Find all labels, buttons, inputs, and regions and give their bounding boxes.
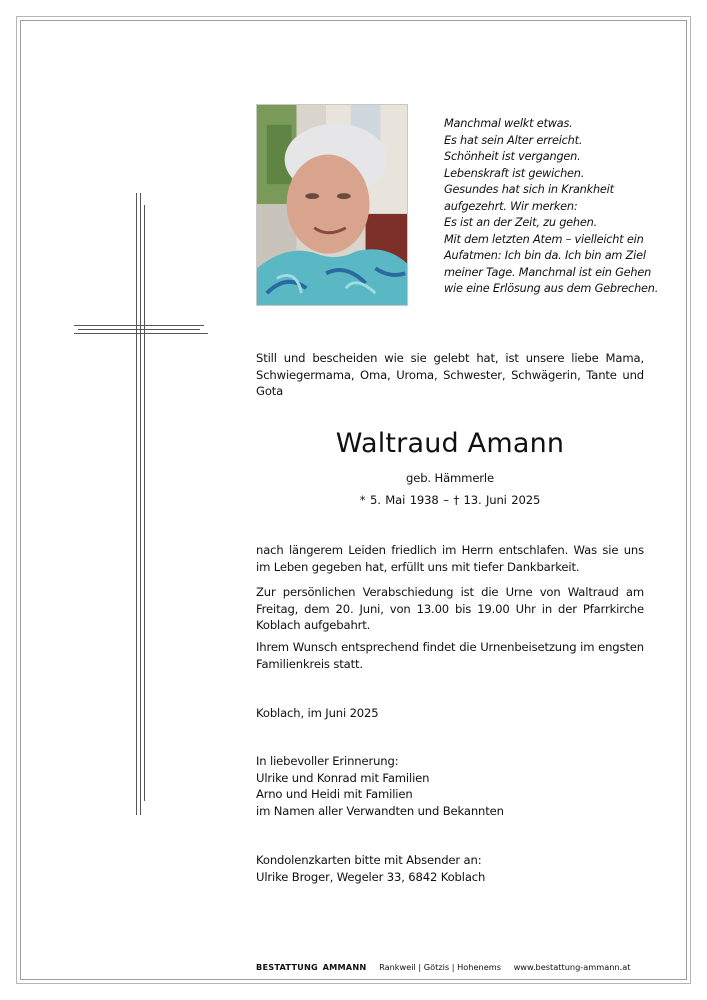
signature-block (256, 753, 644, 819)
poem-line: Es hat sein Alter erreicht. (444, 133, 583, 147)
footer-brand-name: AMMANN (322, 962, 367, 972)
signature-line: In liebevoller Erinnerung: (256, 754, 399, 768)
poem-line: Manchmal welkt etwas. (444, 117, 573, 130)
condolence-line: Ulrike Broger, Wegeler 33, 6842 Koblach (256, 869, 486, 884)
poem-line: aufgezehrt. Wir merken: (444, 199, 578, 213)
life-dates: * 5. Mai 1938 – † 13. Juni 2025 (359, 493, 541, 507)
body-paragraph: nach längerem Leiden friedlich im Herrn entschlafen. Was sie uns im Leben gegeben hat, erfüllt uns mit tiefer Dankbarkeit. (256, 543, 644, 574)
poem-line: Es ist an der Zeit, zu gehen. (444, 216, 597, 229)
poem-line: Schönheit ist vergangen. (444, 150, 581, 163)
poem (444, 116, 684, 298)
poem-line: Lebenskraft ist gewichen. (444, 166, 585, 180)
poem-line: wie eine Erlösung aus dem Gebrechen. (444, 282, 659, 295)
body-paragraph: Ihrem Wunsch entsprechend findet die Urnenbeisetzung im engsten Familienkreis statt. (256, 640, 644, 671)
place-date: Koblach, im Juni 2025 (256, 706, 379, 720)
intro-paragraph: Still und bescheiden wie sie gelebt hat, ist unsere liebe Mama, Schwiegermama, Oma, Uroma, Schwester, Schwägerin, Tante und Gota (256, 351, 644, 399)
signature-line: Ulrike und Konrad mit Familien (256, 770, 430, 785)
deceased-name: Waltraud Amann (335, 428, 565, 459)
body-paragraph: Zur persönlichen Verabschiedung ist die Urne von Waltraud am Freitag, dem 20. Juni, von 13.00 bis 19.00 Uhr in der Pfarrkirche Koblach aufgebahrt. (256, 585, 644, 633)
poem-line: meiner Tage. Manchmal ist ein Gehen (444, 265, 652, 279)
poem-line: Mit dem letzten Atem – vielleicht ein (444, 232, 644, 246)
born-name: geb. Hämmerle (406, 471, 494, 485)
footer-website-link[interactable]: www.bestattung-ammann.at (513, 962, 631, 972)
poem-line: Aufatmen: Ich bin da. Ich bin am Ziel (444, 249, 646, 262)
portrait-photo (256, 104, 408, 306)
signature-line: im Namen aller Verwandten und Bekannten (256, 803, 504, 818)
footer (256, 962, 676, 972)
signature-line: Arno und Heidi mit Familien (256, 787, 413, 802)
condolence-block (256, 852, 644, 885)
poem-line: Gesundes hat sich in Krankheit (444, 183, 614, 196)
footer-brand: BESTATTUNG (256, 962, 318, 972)
condolence-line: Kondolenzkarten bitte mit Absender an: (256, 853, 482, 867)
footer-locations: Rankweil | Götzis | Hohenems (379, 962, 501, 972)
